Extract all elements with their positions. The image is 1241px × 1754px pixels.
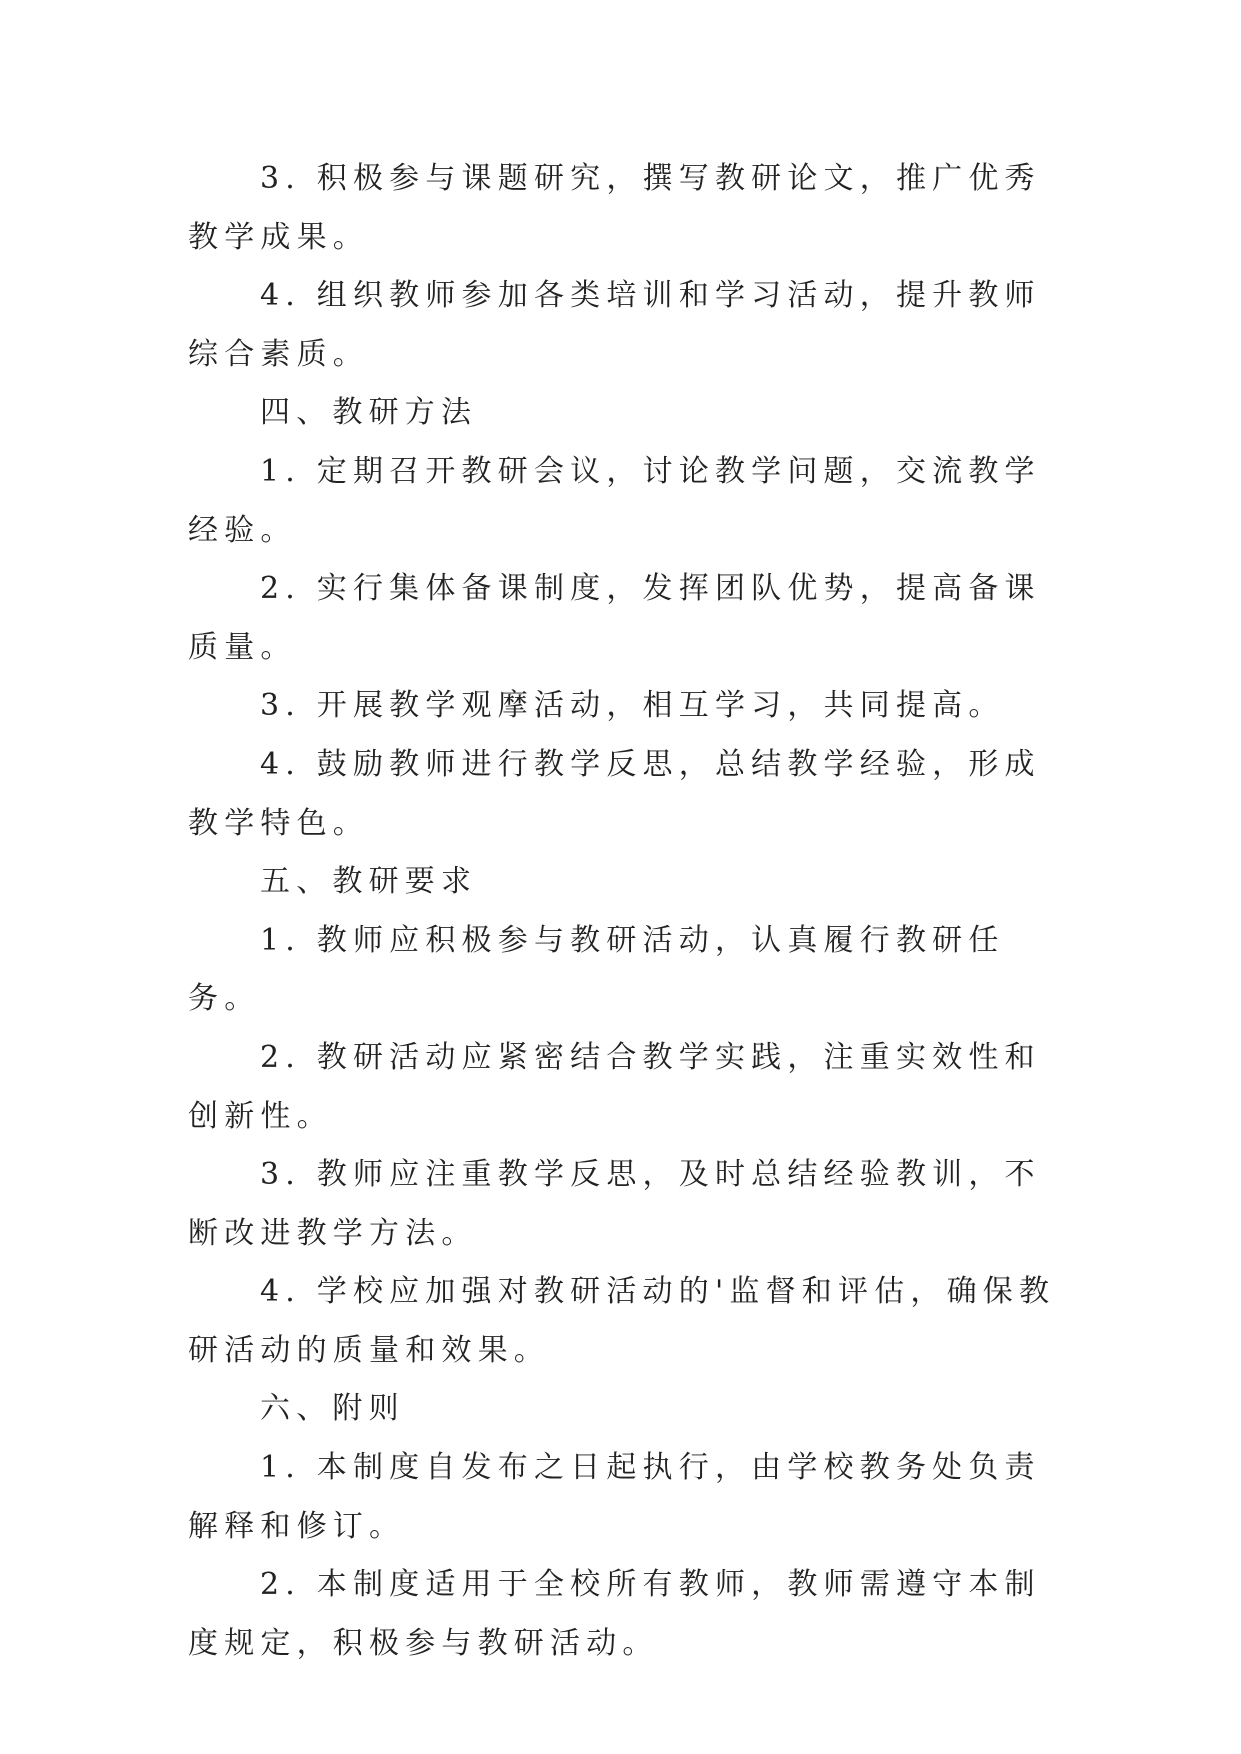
list-item: 2. 本制度适用于全校所有教师，教师需遵守本制度规定，积极参与教研活动。	[188, 1567, 1041, 1661]
list-item: 4. 鼓励教师进行教学反思，总结教学经验，形成教学特色。	[188, 746, 1041, 841]
list-item: 2. 实行集体备课制度，发挥团队优势，提高备课质量。	[188, 571, 1041, 665]
document-body	[188, 150, 1068, 1673]
list-item: 4. 学校应加强对教研活动的'监督和评估，确保教研活动的质量和效果。	[188, 1274, 1056, 1368]
list-item: 3. 积极参与课题研究，撰写教研论文，推广优秀教学成果。	[188, 161, 1041, 255]
list-item: 4. 组织教师参加各类培训和学习活动，提升教师综合素质。	[188, 278, 1041, 372]
list-item: 3. 开展教学观摩活动，相互学习，共同提高。	[260, 688, 1005, 724]
section-heading: 六、附则	[260, 1391, 405, 1427]
list-item: 1. 本制度自发布之日起执行，由学校教务处负责解释和修订。	[188, 1450, 1041, 1544]
list-item: 1. 定期召开教研会议，讨论教学问题，交流教学经验。	[188, 453, 1041, 548]
list-item: 1. 教师应积极参与教研活动，认真履行教研任务。	[188, 922, 1005, 1017]
section-heading: 五、教研要求	[260, 864, 478, 900]
list-item: 2. 教研活动应紧密结合教学实践，注重实效性和创新性。	[188, 1039, 1041, 1134]
section-heading: 四、教研方法	[260, 395, 478, 431]
list-item: 3. 教师应注重教学反思，及时总结经验教训，不断改进教学方法。	[188, 1157, 1041, 1251]
